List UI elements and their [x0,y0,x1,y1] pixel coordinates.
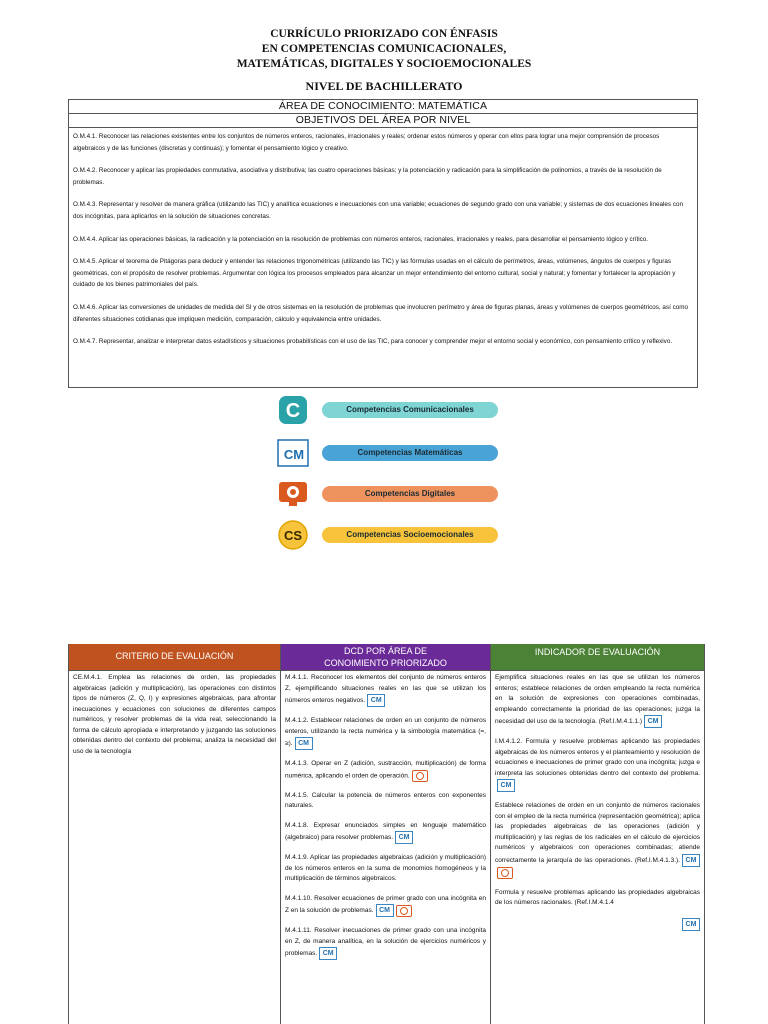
criterion-paragraph: CE.M.4.1. Emplea las relaciones de orden, las propiedades algebraicas (adición y multiplicación), las operaciones con distintos tipos de números (Z, Q, I) y expresiones algebraicas, para afrontar inecuaciones y ecuaciones con soluciones de diferentes campos numéricos, y resolver problemas de la vida real, seleccionando la forma de cálculo apropiada e interpretando y juzgando las soluciones obtenidas dentro del contexto del problema; analiza la necesidad del uso de la tecnología [73,674,276,755]
objective-item: O.M.4.7. Representar, analizar e interpretar datos estadísticos y situaciones probabilísticas con el uso de las TIC, para conocer y comprender mejor el entorno social y económico, con pensamiento crítico y reflexivo. [73,338,673,346]
indicator-item: Ejemplifica situaciones reales en las que se utilizan los números enteros; establece relaciones de orden empleando la recta numérica en la solución de expresiones con operaciones combinadas, empleando correctamente la prioridad de las operaciones; juzga la necesidad del uso de la tecnología. (Ref.I.M.4.1.1.) CM [495,673,700,728]
objective-item: O.M.4.1. Reconocer las relaciones existentes entre los conjuntos de números enteros, racionales, irracionales y reales; ordenar estos números y operar con ellos para lograr una mejor comprensión de procesos algebraicos y de las funciones (discretas y continuas); y fomentar el pensamiento lógico y creativo. [73,133,660,152]
digital-badge-icon [396,905,412,917]
evaluation-table [68,644,705,1024]
cm-badge-icon: CM [682,854,700,867]
indicator-item: Establece relaciones de orden en un conjunto de números racionales con el empleo de la recta numérica (representación geométrica); aplica las propiedades algebraicas de las operaciones (adición y multiplicación) y las reglas de los radicales en el cálculo de ejercicios numéricos y algebraicos con operaciones combinadas; atiende correctamente la jerarquía de las operaciones. (Ref.I.M.4.1.3.). CM [495,801,700,879]
legend-mathematical [276,436,498,470]
digital-icon [276,477,310,511]
criterion-header-label: CRITERIO DE EVALUACIÓN [115,651,234,661]
criterion-text [69,671,280,757]
title-line-2: EN COMPETENCIAS COMUNICACIONALES, [261,43,507,55]
criterion-header [69,644,280,671]
cm-badge-icon: CM [682,918,700,931]
cm-badge-icon: CM [395,831,413,844]
objective-item: O.M.4.5. Aplicar el teorema de Pitágoras para deducir y entender las relaciones trigonométricas (utilizando las TIC) y las fórmulas usadas en el cálculo de perímetros, áreas, volúmenes, ángulos de cuerpos y figuras geométricas, con el propósito de resolver problemas. Argumentar con lógica los procesos empleados para alcanzar un mejor entendimiento del entorno cultural, social y natural; y fomentar y fortalecer la apropiación y cuidado de los bienes patrimoniales del país. [73,258,676,289]
legend-label: Competencias Comunicacionales [322,402,498,418]
objective-item: O.M.4.2. Reconocer y aplicar las propiedades conmutativa, asociativa y distributiva; las cuatro operaciones básicas; y la potenciación y radicación para la simplificación de polinomios, a través de la resolución de problemas. [73,167,662,186]
svg-text:CS: CS [283,528,303,543]
dcd-item: M.4.1.9. Aplicar las propiedades algebraicas (adición y multiplicación) de los números enteros en la suma de monomios homogéneos y la multiplicación de términos algebraicos. [285,854,486,883]
dcd-header [281,644,490,671]
digital-badge-icon [497,867,513,879]
dcd-item: M.4.1.1. Reconocer los elementos del conjunto de números enteros Z, ejemplificando situaciones reales en las que se utilizan los números enteros negativos. CM [285,673,486,707]
cm-badge-icon: CM [376,904,394,917]
indicator-column [490,644,705,1024]
legend-socioemotional [276,518,498,552]
indicator-header [491,644,704,671]
level-title: NIVEL DE BACHILLERATO [305,79,463,93]
document-title [0,27,768,72]
dcd-item: M.4.1.3. Operar en Z (adición, sustracción, multiplicación) de forma numérica, aplicando el orden de operación. [285,759,486,782]
indicator-item: Formula y resuelve problemas aplicando las propiedades algebraicas de los números racionales. (Ref.I.M.4.1.4 [495,888,700,907]
mathematical-icon [276,436,310,470]
objective-item: O.M.4.4. Aplicar las operaciones básicas, la radicación y la potenciación en la resolución de problemas con números enteros, racionales, irracionales y reales, para desarrollar el pensamiento lógico y crítico. [73,235,649,243]
digital-badge-icon [412,770,428,782]
dcd-item: M.4.1.10. Resolver ecuaciones de primer grado con una incógnita en Z en la solución de problemas. CM [285,894,486,918]
dcd-column [280,644,490,1024]
svg-text:CM: CM [283,447,305,462]
socioemotional-icon [276,518,310,552]
title-line-3: MATEMÁTICAS, DIGITALES Y SOCIOEMOCIONALES [236,58,532,70]
communicational-icon [276,393,310,427]
legend-label: Competencias Matemáticas [322,445,498,461]
legend-label: Competencias Socioemocionales [322,527,498,543]
cm-badge-icon: CM [497,779,515,792]
indicator-header-label: INDICADOR DE EVALUACIÓN [534,647,661,657]
legend-digital [276,477,498,511]
indicator-list [491,671,704,931]
cm-badge-icon: CM [367,694,385,707]
objectives-table [68,99,698,388]
dcd-header-line-1: DCD POR ÁREA DE [343,646,428,656]
dcd-item: M.4.1.11. Resolver inecuaciones de primer grado con una incógnita en Z, de manera analítica, en la solución de ejercicios numéricos y problemas. CM [285,926,486,960]
objective-item: O.M.4.6. Aplicar las conversiones de unidades de medida del SI y de otros sistemas en la resolución de problemas que involucren perímetro y área de figuras planas, áreas y volúmenes de cuerpos geométricos, así como diferentes situaciones cotidianas que impliquen medición, comparación, cálculo y equivalencia entre unidades. [73,303,688,323]
cm-badge-icon: CM [319,947,337,960]
objectives-list [69,128,697,348]
legend-communicational [276,393,498,427]
dcd-item: M.4.1.5. Calcular la potencia de números enteros con exponentes naturales. [285,791,486,810]
dcd-list [281,671,490,960]
objectives-heading: OBJETIVOS DEL ÁREA POR NIVEL [69,114,697,128]
cm-badge-icon: CM [295,737,313,750]
indicator-badge-row [495,918,700,931]
cm-badge-icon: CM [644,715,662,728]
svg-text:C: C [285,400,301,422]
title-line-1: CURRÍCULO PRIORIZADO CON ÉNFASIS [270,28,498,40]
dcd-item: M.4.1.8. Expresar enunciados simples en lenguaje matemático (algebraico) para resolver problemas. CM [285,821,486,845]
indicator-item: I.M.4.1.2. Formula y resuelve problemas aplicando las propiedades algebraicas de los números enteros y el planteamiento y resolución de ecuaciones e inecuaciones de primer grado con una incógnita; juzga e interpreta las soluciones obtenidas dentro del contexto del problema.CM [495,737,700,792]
area-heading: ÁREA DE CONOCIMIENTO: MATEMÁTICA [69,100,697,114]
legend-label: Competencias Digitales [322,486,498,502]
criterion-column [68,644,280,1024]
objective-item: O.M.4.3. Representar y resolver de manera gráfica (utilizando las TIC) y analítica ecuaciones e inecuaciones con una variable; ecuaciones de segundo grado con una variable; y sistemas de dos ecuaciones lineales con dos incógnitas, para aplicarlos en la solución de situaciones concretas. [73,201,683,220]
dcd-header-line-2: CONOIMIENTO PRIORIZADO [324,658,447,668]
dcd-item: M.4.1.2. Establecer relaciones de orden en un conjunto de números enteros, utilizando la recta numérica y la simbología matemática (=, ≥). CM [285,716,486,750]
